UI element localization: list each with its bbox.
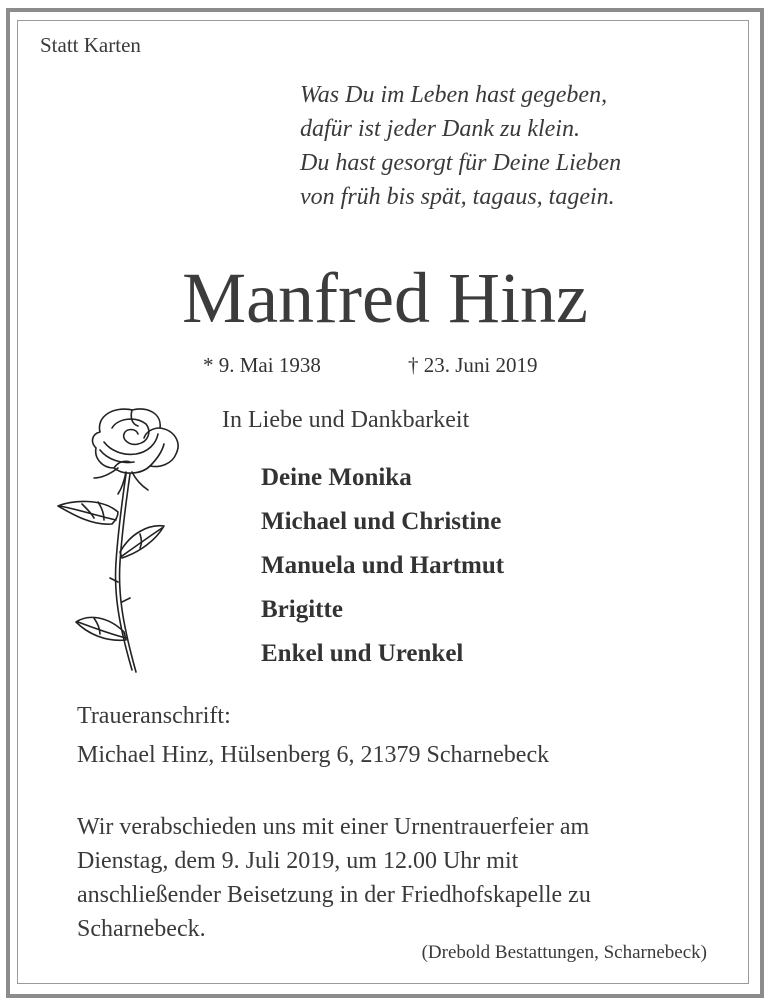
address-label: Traueranschrift: xyxy=(77,703,231,729)
poem-line: von früh bis spät, tagaus, tagein. xyxy=(300,184,615,210)
service-line: anschließender Beisetzung in der Friedhofskapelle zu xyxy=(77,882,591,908)
deceased-name: Manfred Hinz xyxy=(182,258,588,338)
service-line: Wir verabschieden uns mit einer Urnentrauerfeier am xyxy=(77,814,590,840)
undertaker-credit: (Drebold Bestattungen, Scharnebeck) xyxy=(421,942,707,963)
service-text xyxy=(77,810,591,946)
birth-date: * 9. Mai 1938 xyxy=(203,353,321,377)
service-line: Scharnebeck. xyxy=(77,916,206,942)
address-line: Michael Hinz, Hülsenberg 6, 21379 Scharnebeck xyxy=(77,742,550,768)
poem-line: dafür ist jeder Dank zu klein. xyxy=(300,116,580,142)
poem xyxy=(300,78,621,214)
death-date: † 23. Juni 2019 xyxy=(408,353,538,377)
family-member: Enkel und Urenkel xyxy=(261,640,464,667)
family-member: Manuela und Hartmut xyxy=(261,552,505,579)
dedication: In Liebe und Dankbarkeit xyxy=(222,407,470,433)
family-list xyxy=(261,456,504,676)
rose-illustration xyxy=(52,402,192,684)
family-member: Deine Monika xyxy=(261,464,412,491)
service-line: Dienstag, dem 9. Juli 2019, um 12.00 Uhr mit xyxy=(77,848,519,874)
family-member: Michael und Christine xyxy=(261,508,502,535)
family-member: Brigitte xyxy=(261,596,343,623)
poem-line: Du hast gesorgt für Deine Lieben xyxy=(300,150,622,176)
statt-karten-label: Statt Karten xyxy=(40,33,141,57)
poem-line: Was Du im Leben hast gegeben, xyxy=(300,82,608,108)
